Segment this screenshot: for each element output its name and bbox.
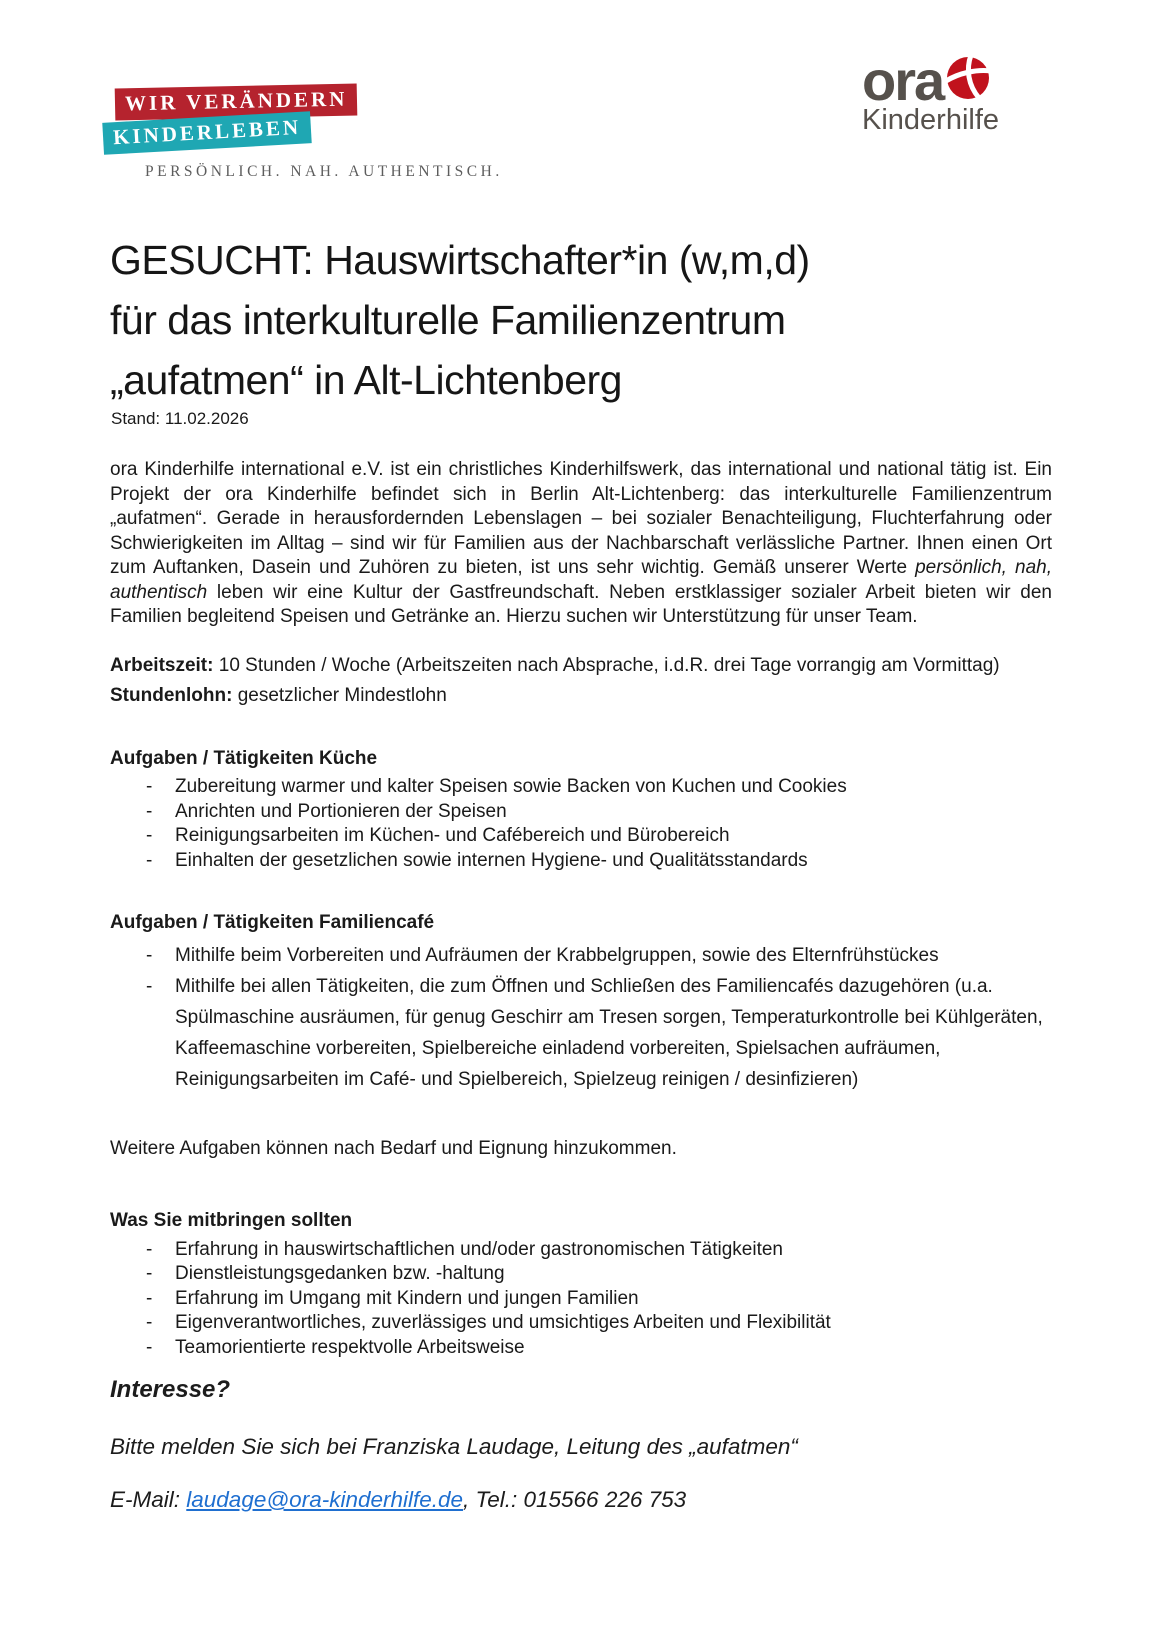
list-item-text: Anrichten und Portionieren der Speisen: [175, 800, 507, 822]
wage-label: Stundenlohn:: [110, 685, 233, 706]
claim-line1-badge: WIR VERÄNDERN: [115, 83, 358, 120]
section-heading-cafe: Aufgaben / Tätigkeiten Familiencafé: [110, 912, 435, 933]
bullet-dash: -: [146, 944, 153, 966]
globe-cross-icon: [945, 54, 991, 105]
intro-text-1: ora Kinderhilfe international e.V. ist ein christliches Kinderhilfswerk, das international und national tätig ist. Ein Projekt der ora Kinderhilfe befindet sich in Berlin Alt-Lichtenberg: das interkulturelle Familienzentrum „aufatmen“. Gerade in herausfordernden Lebenslagen – bei sozialer Benachteiligung, Fluchterfahrung oder Schwierigkeiten im Alltag – sind wir für Familien aus der Nachbarschaft verlässliche Partner. Ihnen einen Ort zum Auftanken, Dasein und Zuhören zu bieten, ist uns sehr wichtig. Gemäß unserer Werte: [110, 459, 1052, 578]
claim-logo: [103, 86, 503, 181]
page-title: [110, 230, 1070, 410]
cafe-task-list: [110, 940, 1052, 1095]
list-item-text: Eigenverantwortliches, zuverlässiges und umsichtiges Arbeiten und Flexibilität: [175, 1312, 831, 1333]
list-item: [110, 1336, 1052, 1361]
wage-line: [110, 684, 1052, 709]
bullet-dash: -: [146, 825, 153, 846]
list-item: [110, 800, 1052, 825]
wage-value: gesetzlicher Mindestlohn: [232, 685, 447, 706]
list-item-text: Erfahrung im Umgang mit Kindern und jungen Familien: [175, 1287, 639, 1309]
section-heading-requirements: Was Sie mitbringen sollten: [110, 1210, 353, 1231]
bullet-dash: -: [146, 800, 153, 822]
email-link[interactable]: laudage@ora-kinderhilfe.de: [186, 1487, 464, 1512]
interest-heading: Interesse?: [110, 1376, 231, 1403]
intro-text-2: leben wir eine Kultur der Gastfreundschaft. Neben erstklassiger sozialer Arbeit bieten wir den Familien begleitend Speisen und Getränke an. Hierzu suchen wir Unterstützung für unser Team.: [110, 581, 1052, 627]
list-item-text: Dienstleistungsgedanken bzw. -haltung: [175, 1263, 505, 1284]
bullet-dash: -: [146, 1263, 153, 1284]
email-label: E-Mail:: [110, 1487, 187, 1512]
contact-block: [110, 1376, 1050, 1540]
worktime-line: [110, 654, 1052, 679]
title-line2: für das interkulturelle Familienzentrum: [110, 297, 786, 343]
bullet-dash: -: [146, 1238, 153, 1260]
title-line1: GESUCHT: Hauswirtschafter*in (w,m,d): [110, 237, 810, 283]
list-item: [110, 940, 1052, 971]
list-item: [110, 1311, 1052, 1336]
list-item-text: Erfahrung in hauswirtschaftlichen und/oder gastronomischen Tätigkeiten: [175, 1238, 783, 1260]
ora-subtitle: Kinderhilfe: [862, 104, 1000, 136]
bullet-dash: -: [146, 849, 153, 871]
section-heading-kitchen: Aufgaben / Tätigkeiten Küche: [110, 747, 378, 769]
bullet-dash: -: [146, 1287, 153, 1309]
claim-tagline: PERSÖNLICH. NAH. AUTHENTISCH.: [145, 163, 503, 180]
requirements-list: [110, 1238, 1052, 1361]
list-item: [110, 1262, 1052, 1287]
list-item-text: Zubereitung warmer und kalter Speisen sowie Backen von Kuchen und Cookies: [175, 776, 847, 797]
list-item-text: Einhalten der gesetzlichen sowie internen Hygiene- und Qualitätsstandards: [175, 849, 808, 871]
bullet-dash: -: [146, 1336, 153, 1358]
list-item: [110, 1287, 1052, 1312]
intro-values-italic: persönlich, nah, authentisch: [110, 557, 1052, 603]
intro-paragraph: [110, 458, 1052, 630]
list-item-text: Reinigungsarbeiten im Küchen- und Cafébereich und Bürobereich: [175, 825, 730, 846]
ora-wordmark: ora: [862, 49, 944, 112]
list-item-text: Mithilfe beim Vorbereiten und Aufräumen der Krabbelgruppen, sowie des Elternfrühstückes: [175, 944, 939, 966]
section-cafe-tasks: [110, 911, 1052, 1095]
bullet-dash: -: [146, 975, 153, 997]
list-item-text: Mithilfe bei allen Tätigkeiten, die zum Öffnen und Schließen des Familiencafés dazugehören (u.a. Spülmaschine ausräumen, für genug Geschirr am Tresen sorgen, Temperaturkontrolle bei Kühlgeräten, Kaffeemaschine vorbereiten, Spielbereiche einladend vorbereiten, Spielsachen aufräumen, Reinigungsarbeiten im Café- und Spielbereich, Spielzeug reinigen / desinfizieren): [175, 975, 1043, 1090]
section-kitchen-tasks: [110, 747, 1052, 874]
list-item: [110, 824, 1052, 849]
worktime-value: 10 Stunden / Woche (Arbeitszeiten nach Absprache, i.d.R. drei Tage vorrangig am Vormittag): [213, 654, 1000, 676]
list-item: [110, 1238, 1052, 1263]
kitchen-task-list: [110, 775, 1052, 873]
phone-text: , Tel.: 015566 226 753: [463, 1487, 687, 1512]
conditions-block: [110, 654, 1052, 709]
title-line3: „aufatmen“ in Alt-Lichtenberg: [110, 357, 622, 403]
bullet-dash: -: [146, 776, 153, 797]
bullet-dash: -: [146, 1312, 153, 1333]
list-item: [110, 849, 1052, 874]
list-item: [110, 971, 1052, 1095]
body-content: [110, 458, 1052, 1360]
ora-kinderhilfe-logo: [862, 49, 1022, 137]
section-requirements: [110, 1209, 1052, 1360]
contact-details-line: [110, 1487, 1050, 1513]
claim-line2-badge: KINDERLEBEN: [102, 111, 312, 155]
list-item-text: Teamorientierte respektvolle Arbeitsweise: [175, 1336, 525, 1358]
worktime-label: Arbeitszeit:: [110, 654, 214, 676]
date-stamp: Stand: 11.02.2026: [111, 409, 249, 428]
contact-person-line: Bitte melden Sie sich bei Franziska Laudage, Leitung des „aufatmen“: [110, 1434, 798, 1459]
additional-tasks-note: Weitere Aufgaben können nach Bedarf und Eignung hinzukommen.: [110, 1137, 677, 1159]
list-item: [110, 775, 1052, 800]
